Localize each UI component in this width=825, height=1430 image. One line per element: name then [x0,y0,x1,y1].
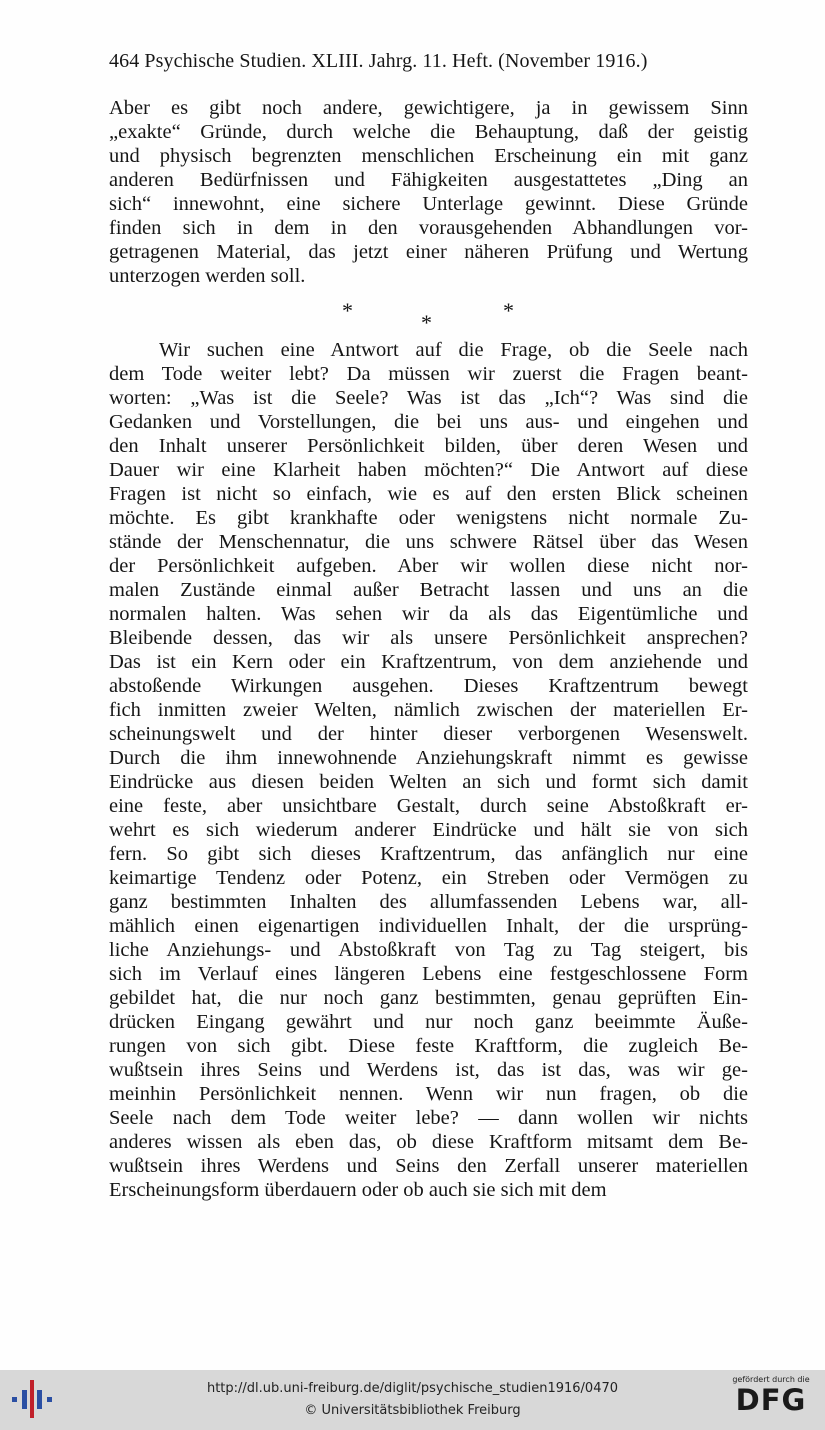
text-line: drücken Eingang gewährt und nur noch ganz beeimmte Äuße- [109,1011,748,1033]
copyright-text: © Universitätsbibliothek Freiburg [304,1403,521,1418]
text-line: den Inhalt unserer Persönlichkeit bilden, über deren Wesen und [109,435,748,457]
text-line: wußtsein ihres Seins und Werdens ist, das ist das, was wir ge- [109,1059,748,1081]
footer-bar [0,1370,825,1430]
separator-asterisk: * [342,298,353,323]
text-line: Bleibende dessen, das wir als unsere Persönlichkeit ansprechen? [109,627,748,649]
text-line: finden sich in dem in den vorausgehenden Abhandlungen vor- [109,217,748,239]
text-line: wehrt es sich wiederum anderer Eindrücke und hält sie von sich [109,819,748,841]
text-line: stände der Menschennatur, die uns schwere Rätsel über das Wesen [109,531,748,553]
text-line: ganz bestimmten Inhalten des allumfassenden Lebens war, all- [109,891,748,913]
running-header: 464 Psychische Studien. XLIII. Jahrg. 11. Heft. (November 1916.) [109,50,648,72]
text-line: dem Tode weiter lebt? Da müssen wir zuerst die Fragen beant- [109,363,748,385]
dfg-logo: DFG [735,1383,807,1417]
source-url-link[interactable]: http://dl.ub.uni-freiburg.de/diglit/psychische_studien1916/0470 [206,1381,619,1396]
text-line: Wir suchen eine Antwort auf die Frage, ob die Seele nach [159,339,748,361]
text-line: Seele nach dem Tode weiter lebe? — dann wollen wir nichts [109,1107,748,1129]
text-line: Dauer wir eine Klarheit haben möchten?“ Die Antwort auf diese [109,459,748,481]
text-line: fern. So gibt sich dieses Kraftzentrum, das anfänglich nur eine [109,843,748,865]
text-line: meinhin Persönlichkeit nennen. Wenn wir nun fragen, ob die [109,1083,748,1105]
text-line: Das ist ein Kern oder ein Kraftzentrum, von dem anziehende und [109,651,748,673]
text-line: eine feste, aber unsichtbare Gestalt, durch seine Abstoßkraft er- [109,795,748,817]
text-line: anderen Bedürfnissen und Fähigkeiten ausgestattetes „Ding an [109,169,748,191]
text-line: anderes wissen als eben das, ob diese Kraftform mitsamt dem Be- [109,1131,748,1153]
text-line: sich im Verlauf eines längeren Lebens eine festgeschlossene Form [109,963,748,985]
text-line: mählich einen eigenartigen individuellen Inhalt, der die ursprüng- [109,915,748,937]
text-line: wußtsein ihres Werdens und Seins den Zerfall unserer materiellen [109,1155,748,1177]
dfg-badge [727,1375,815,1416]
text-line: gebildet hat, die nur noch ganz bestimmten, genau geprüften Ein- [109,987,748,1009]
text-line: scheinungswelt und der hinter dieser verborgenen Wesenswelt. [109,723,748,745]
text-line: möchte. Es gibt krankhafte oder wenigstens nicht normale Zu- [109,507,748,529]
dfg-caption: gefördert durch die [732,1375,810,1384]
text-line: rungen von sich gibt. Diese feste Kraftform, die zugleich Be- [109,1035,748,1057]
text-line: liche Anziehungs- und Abstoßkraft von Tag zu Tag steigert, bis [109,939,748,961]
text-line: sich“ innewohnt, eine sichere Unterlage gewinnt. Diese Gründe [109,193,748,215]
text-line: worten: „Was ist die Seele? Was ist das „Ich“? Was sind die [109,387,748,409]
text-line: „exakte“ Gründe, durch welche die Behauptung, daß der geistig [109,121,748,143]
text-line: malen Zustände einmal außer Betracht lassen und uns an die [109,579,748,601]
text-line: Erscheinungsform überdauern oder ob auch sie sich mit dem [109,1179,607,1201]
separator-asterisk: * [503,298,514,323]
text-line: fich inmitten zweier Welten, nämlich zwischen der materiellen Er- [109,699,748,721]
text-line: Gedanken und Vorstellungen, die bei uns aus- und eingehen und [109,411,748,433]
section-separator [0,296,825,335]
text-line: abstoßende Wirkungen ausgehen. Dieses Kraftzentrum bewegt [109,675,748,697]
separator-asterisk: * [421,310,432,335]
text-line: unterzogen werden soll. [109,265,306,287]
text-line: normalen halten. Was sehen wir da als das Eigentümliche und [109,603,748,625]
text-line: der Persönlichkeit aufgeben. Aber wir wollen diese nicht nor- [109,555,748,577]
text-line: und physisch begrenzten menschlichen Erscheinung ein mit ganz [109,145,748,167]
paragraph-2 [109,338,748,1202]
text-line: Durch die ihm innewohnende Anziehungskraft nimmt es gewisse [109,747,748,769]
text-line: Fragen ist nicht so einfach, wie es auf den ersten Blick scheinen [109,483,748,505]
text-line: Aber es gibt noch andere, gewichtigere, ja in gewissem Sinn [109,97,748,119]
paragraph-1 [109,96,748,288]
text-line: keimartige Tendenz oder Potenz, ein Streben oder Vermögen zu [109,867,748,889]
text-line: getragenen Material, das jetzt einer näheren Prüfung und Wertung [109,241,748,263]
text-line: Eindrücke aus diesen beiden Welten an sich und formt sich damit [109,771,748,793]
